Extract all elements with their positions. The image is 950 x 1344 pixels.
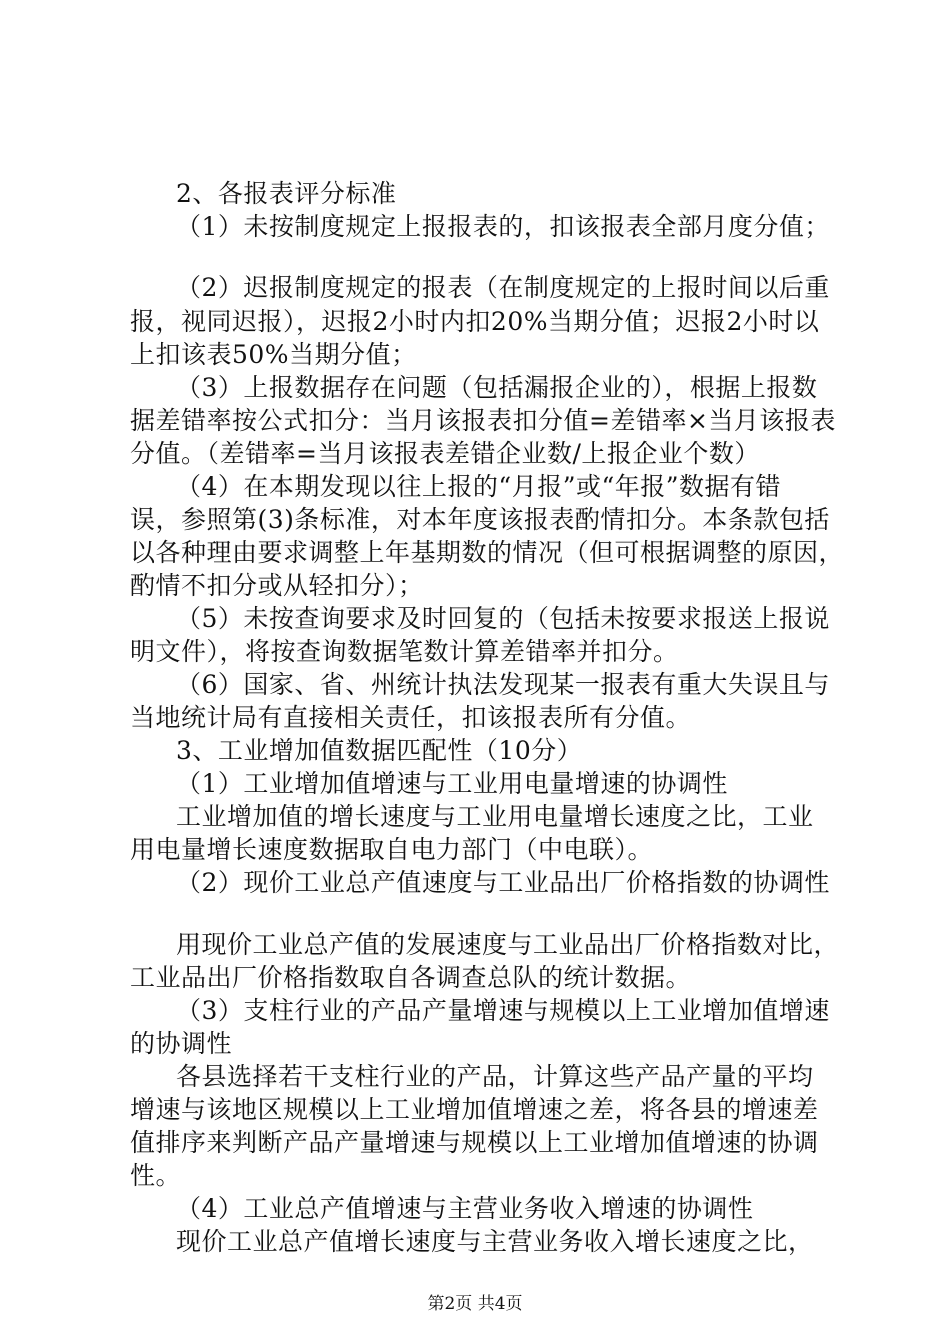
paragraph-line: 以各种理由要求调整上年基期数的情况（但可根据调整的原因，	[130, 538, 845, 567]
paragraph-line: （3）上报数据存在问题（包括漏报企业的），根据上报数	[176, 373, 818, 402]
subsection-heading: （1）工业增加值增速与工业用电量增速的协调性	[176, 769, 728, 798]
section-heading: 3、工业增加值数据匹配性（10分）	[176, 736, 583, 765]
paragraph-line: 工业增加值的增长速度与工业用电量增长速度之比，工业	[176, 802, 814, 831]
paragraph-line: （6）国家、省、州统计执法发现某一报表有重大失误且与	[176, 670, 830, 699]
paragraph-line: 的协调性	[130, 1029, 233, 1058]
paragraph-line: 酌情不扣分或从轻扣分）；	[130, 571, 424, 600]
paragraph-line: 据差错率按公式扣分：当月该报表扣分值=差错率×当月该报表	[130, 406, 836, 435]
paragraph-line: （4）在本期发现以往上报的“月报”或“年报”数据有错	[176, 472, 782, 501]
paragraph-line: （5）未按查询要求及时回复的（包括未按要求报送上报说	[176, 604, 830, 633]
paragraph-line: 分值。（差错率=当月该报表差错企业数/上报企业个数）	[130, 439, 760, 468]
paragraph-line: 用现价工业总产值的发展速度与工业品出厂价格指数对比，	[176, 930, 840, 959]
paragraph-line: 各县选择若干支柱行业的产品，计算这些产品产量的平均	[176, 1062, 814, 1091]
paragraph-line: 明文件），将按查询数据笔数计算差错率并扣分。	[130, 637, 679, 666]
paragraph-line: 当地统计局有直接相关责任，扣该报表所有分值。	[130, 703, 692, 732]
paragraph-line: 报，视同迟报），迟报2小时内扣20%当期分值；迟报2小时以	[130, 307, 820, 336]
paragraph-line: （1）未按制度规定上报报表的，扣该报表全部月度分值；	[176, 212, 830, 241]
paragraph-line: 误，参照第(3)条标准，对本年度该报表酌情扣分。本条款包括	[130, 505, 830, 534]
subsection-heading: （4）工业总产值增速与主营业务收入增速的协调性	[176, 1194, 754, 1223]
paragraph-line: 性。	[130, 1161, 182, 1190]
paragraph-line: 增速与该地区规模以上工业增加值增速之差，将各县的增速差	[130, 1095, 819, 1124]
page-number-footer: 第2页 共4页	[427, 1294, 523, 1314]
subsection-heading: （2）现价工业总产值速度与工业品出厂价格指数的协调性	[176, 868, 830, 897]
paragraph-line: 上扣该表50%当期分值；	[130, 340, 417, 369]
paragraph-line: 用电量增长速度数据取自电力部门（中电联）。	[130, 835, 654, 864]
paragraph-line: 工业品出厂价格指数取自各调查总队的统计数据。	[130, 963, 692, 992]
section-heading: 2、各报表评分标准	[176, 179, 397, 208]
paragraph-line: 值排序来判断产品产量增速与规模以上工业增加值增速的协调	[130, 1128, 819, 1157]
paragraph-line: （2）迟报制度规定的报表（在制度规定的上报时间以后重	[176, 273, 830, 302]
subsection-heading: （3）支柱行业的产品产量增速与规模以上工业增加值增速	[176, 996, 830, 1025]
paragraph-line: 现价工业总产值增长速度与主营业务收入增长速度之比，	[176, 1227, 814, 1256]
